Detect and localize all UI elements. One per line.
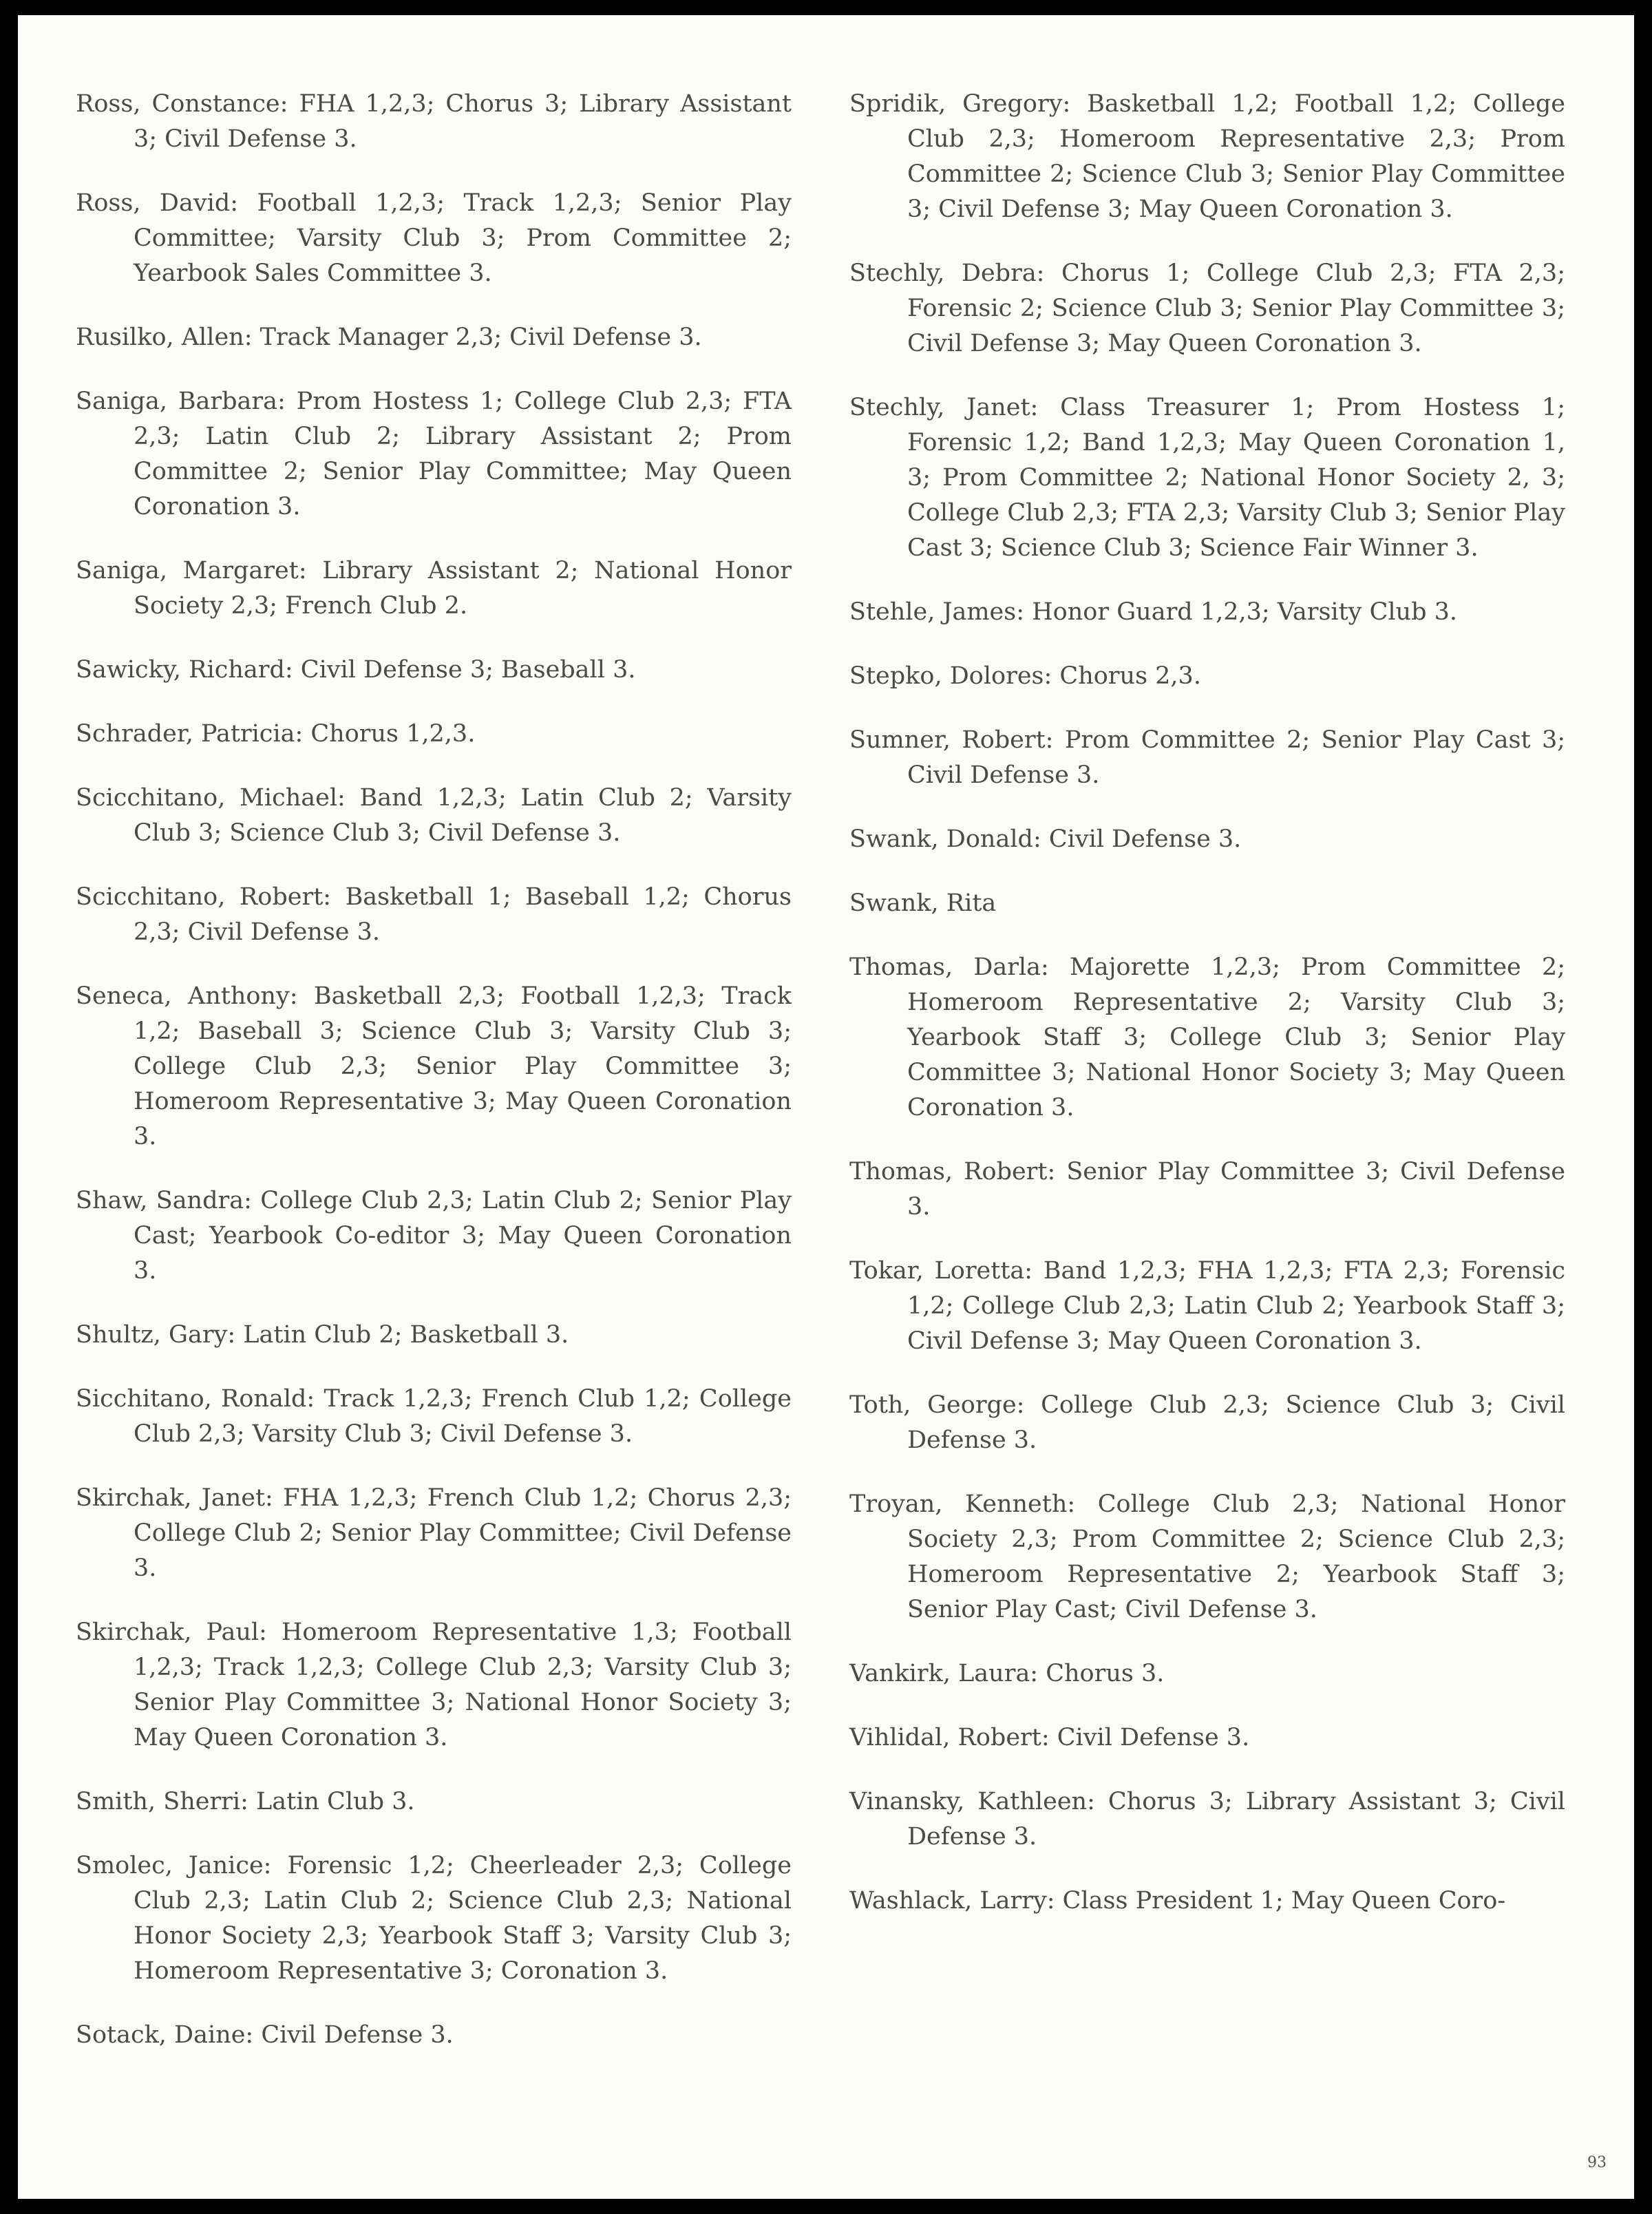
senior-entry: Spridik, Gregory: Basketball 1,2; Football 1,2; College Club 2,3; Homeroom Representative 2,3; Prom Committee 2; Science Club 3; Senior Play Committee 3; Civil Defense 3; May Queen Coronation 3. xyxy=(849,90,1565,223)
senior-entry: Swank, Donald: Civil Defense 3. xyxy=(849,825,1242,853)
senior-entry: Thomas, Robert: Senior Play Committee 3; Civil Defense 3. xyxy=(849,1158,1565,1221)
page-number: 93 xyxy=(1587,2154,1607,2171)
senior-entry: Sawicky, Richard: Civil Defense 3; Baseball 3. xyxy=(76,656,636,684)
senior-entry: Vankirk, Laura: Chorus 3. xyxy=(849,1660,1165,1687)
senior-entry: Skirchak, Janet: FHA 1,2,3; French Club 1,2; Chorus 2,3; College Club 2; Senior Play Committee; Civil Defense 3. xyxy=(76,1484,792,1582)
senior-entry: Sumner, Robert: Prom Committee 2; Senior Play Cast 3; Civil Defense 3. xyxy=(849,726,1565,789)
senior-entry: Stechly, Debra: Chorus 1; College Club 2,3; FTA 2,3; Forensic 2; Science Club 3; Senior Play Committee 3; Civil Defense 3; May Queen Coronation 3. xyxy=(849,260,1565,357)
senior-entry: Sotack, Daine: Civil Defense 3. xyxy=(76,2021,454,2049)
senior-entry: Saniga, Barbara: Prom Hostess 1; College Club 2,3; FTA 2,3; Latin Club 2; Library Assistant 2; Prom Committee 2; Senior Play Committee; May Queen Coronation 3. xyxy=(76,388,792,520)
senior-entry: Scicchitano, Michael: Band 1,2,3; Latin Club 2; Varsity Club 3; Science Club 3; Civil Defense 3. xyxy=(76,784,792,847)
senior-entry: Toth, George: College Club 2,3; Science Club 3; Civil Defense 3. xyxy=(849,1391,1565,1454)
senior-entry: Schrader, Patricia: Chorus 1,2,3. xyxy=(76,720,476,748)
senior-entry: Smolec, Janice: Forensic 1,2; Cheerleader 2,3; College Club 2,3; Latin Club 2; Science Club 2,3; National Honor Society 2,3; Yearbook Staff 3; Varsity Club 3; Homeroom Representative 3; Coronation 3. xyxy=(76,1852,792,1985)
senior-entry: Scicchitano, Robert: Basketball 1; Baseball 1,2; Chorus 2,3; Civil Defense 3. xyxy=(76,883,792,946)
senior-entry: Stechly, Janet: Class Treasurer 1; Prom Hostess 1; Forensic 1,2; Band 1,2,3; May Queen Coronation 1, 3; Prom Committee 2; National Honor Society 2, 3; College Club 2,3; FTA 2,3; Varsity Club 3; Senior Play Cast 3; Science Club 3; Science Fair Winner 3. xyxy=(849,394,1565,562)
senior-entry: Thomas, Darla: Majorette 1,2,3; Prom Committee 2; Homeroom Representative 2; Varsity Club 3; Yearbook Staff 3; College Club 3; Senior Play Committee 3; National Honor Society 3; May Queen Coronation 3. xyxy=(849,953,1565,1121)
left-column xyxy=(76,87,792,2082)
senior-entry: Ross, Constance: FHA 1,2,3; Chorus 3; Library Assistant 3; Civil Defense 3. xyxy=(76,90,792,153)
right-column xyxy=(849,87,1565,1948)
senior-entry: Rusilko, Allen: Track Manager 2,3; Civil Defense 3. xyxy=(76,324,702,351)
senior-entry: Shultz, Gary: Latin Club 2; Basketball 3. xyxy=(76,1321,569,1349)
yearbook-page xyxy=(18,15,1634,2199)
senior-entry: Tokar, Loretta: Band 1,2,3; FHA 1,2,3; FTA 2,3; Forensic 1,2; College Club 2,3; Latin Club 2; Yearbook Staff 3; Civil Defense 3; May Queen Coronation 3. xyxy=(849,1257,1565,1355)
senior-entry: Smith, Sherri: Latin Club 3. xyxy=(76,1788,415,1815)
senior-entry: Ross, David: Football 1,2,3; Track 1,2,3; Senior Play Committee; Varsity Club 3; Prom Committee 2; Yearbook Sales Committee 3. xyxy=(76,189,792,287)
senior-entry: Stehle, James: Honor Guard 1,2,3; Varsity Club 3. xyxy=(849,598,1458,626)
senior-entry: Shaw, Sandra: College Club 2,3; Latin Club 2; Senior Play Cast; Yearbook Co-editor 3; May Queen Coronation 3. xyxy=(76,1187,792,1285)
senior-entry: Stepko, Dolores: Chorus 2,3. xyxy=(849,662,1201,690)
senior-entry: Swank, Rita xyxy=(849,889,997,917)
senior-entry: Vinansky, Kathleen: Chorus 3; Library Assistant 3; Civil Defense 3. xyxy=(849,1788,1565,1851)
senior-entry: Vihlidal, Robert: Civil Defense 3. xyxy=(849,1724,1250,1751)
senior-entry: Saniga, Margaret: Library Assistant 2; National Honor Society 2,3; French Club 2. xyxy=(76,557,792,620)
senior-entry: Troyan, Kenneth: College Club 2,3; National Honor Society 2,3; Prom Committee 2; Science Club 2,3; Homeroom Representative 2; Yearbook Staff 3; Senior Play Cast; Civil Defense 3. xyxy=(849,1490,1565,1623)
senior-entry: Washlack, Larry: Class President 1; May Queen Coro- xyxy=(849,1887,1506,1915)
senior-entry: Seneca, Anthony: Basketball 2,3; Football 1,2,3; Track 1,2; Baseball 3; Science Club 3; Varsity Club 3; College Club 2,3; Senior Play Committee 3; Homeroom Representative 3; May Queen Coronation 3. xyxy=(76,982,792,1150)
senior-entry: Sicchitano, Ronald: Track 1,2,3; French Club 1,2; College Club 2,3; Varsity Club 3; Civil Defense 3. xyxy=(76,1385,792,1448)
senior-entry: Skirchak, Paul: Homeroom Representative 1,3; Football 1,2,3; Track 1,2,3; College Club 2,3; Varsity Club 3; Senior Play Committee 3; National Honor Society 3; May Queen Coronation 3. xyxy=(76,1619,792,1751)
